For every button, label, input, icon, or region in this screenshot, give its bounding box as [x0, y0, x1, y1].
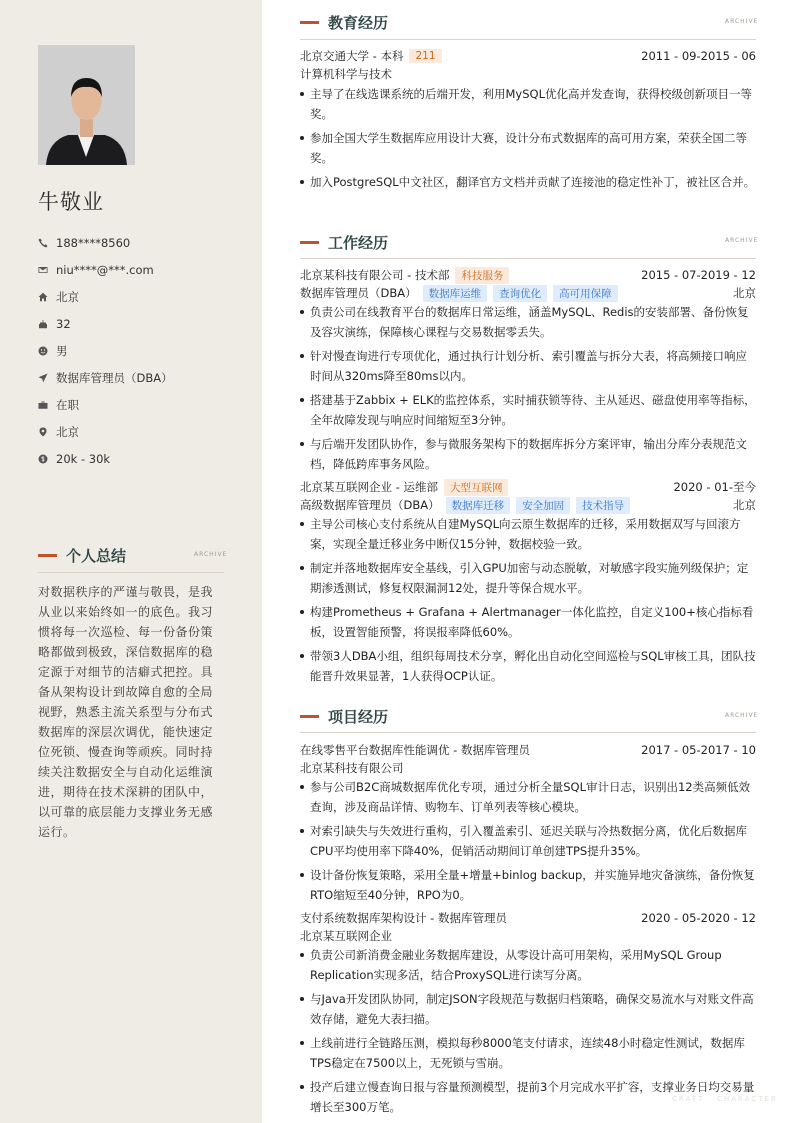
- watermark: CRAFT · CHARACTER: [672, 1095, 778, 1103]
- list-item: 制定并落地数据库安全基线，引入GPU加密与动态脱敏，对敏感字段实施列级保护；定期渗透测试，修复权限漏洞12处，提升等保合规水平。: [300, 558, 756, 598]
- project-name: 在线零售平台数据库性能调优 - 数据库管理员: [300, 743, 530, 757]
- gender-row: [38, 337, 238, 364]
- job-1-bullets: [300, 302, 756, 478]
- summary-archive-label: ARCHIVE: [194, 551, 228, 558]
- status-text: 在职: [56, 397, 79, 412]
- education-school-row: [300, 47, 756, 65]
- list-item: 上线前进行全链路压测，模拟每秒8000笔支付请求，连续48小时稳定性测试，数据库TPS稳定在7500以上，无死锁与雪崩。: [300, 1033, 756, 1073]
- phone-icon: [38, 238, 56, 248]
- education-header: [300, 12, 388, 33]
- project-2-company-row: [300, 927, 756, 945]
- list-item: 负责公司新消费金融业务数据库建设，从零设计高可用架构，采用MySQL Group Replication实现多活，结合ProxySQL进行读写分离。: [300, 945, 756, 985]
- hometown-row: [38, 283, 238, 310]
- money-icon: [38, 454, 56, 464]
- phone-row: [38, 229, 238, 256]
- job-1-header-row: [300, 266, 756, 284]
- email-row: [38, 256, 238, 283]
- summary-header: [38, 545, 126, 566]
- list-item: 针对慢查询进行专项优化，通过执行计划分析、索引覆盖与拆分大表，将高频接口响应时间从320ms降至80ms以内。: [300, 346, 756, 386]
- sidebar: [0, 0, 262, 1123]
- job-1-role-row: [300, 284, 756, 302]
- job-city: 北京: [733, 286, 756, 300]
- project-1-company-row: [300, 759, 756, 777]
- position-row: [38, 364, 238, 391]
- phone-text: 188****8560: [56, 235, 131, 250]
- send-icon: [38, 373, 56, 383]
- mail-icon: [38, 265, 56, 275]
- section-accent-bar: [300, 21, 319, 24]
- job-period: 2015 - 07-2019 - 12: [641, 268, 756, 282]
- project-period: 2017 - 05-2017 - 10: [641, 743, 756, 757]
- briefcase-icon: [38, 400, 56, 410]
- work-header: [300, 232, 388, 253]
- email-text: niu****@***.com: [56, 262, 154, 277]
- skill-tag: 数据库运维: [423, 285, 488, 302]
- job-role: 高级数据库管理员（DBA）: [300, 498, 440, 512]
- education-archive-label: ARCHIVE: [725, 18, 759, 25]
- profile-photo: [38, 45, 135, 165]
- list-item: 负责公司在线教育平台的数据库日常运维，涵盖MySQL、Redis的安装部署、备份恢复及容灾演练，保障核心课程与交易数据零丢失。: [300, 302, 756, 342]
- list-item: 投产后建立慢查询日报与容量预测模型，提前3个月完成水平扩容，支撑业务日均交易量增长至300万笔。: [300, 1077, 756, 1117]
- job-company: 北京某互联网企业 - 运维部: [300, 480, 438, 494]
- projects-divider: [300, 732, 756, 733]
- project-company: 北京某互联网企业: [300, 929, 392, 943]
- list-item: 搭建基于Zabbix + ELK的监控体系，实时捕获锁等待、主从延迟、磁盘使用率等指标，全年故障发现与响应时间缩短至3分钟。: [300, 390, 756, 430]
- work-title: 工作经历: [328, 234, 389, 252]
- cake-icon: [38, 319, 56, 329]
- summary-divider: [38, 572, 224, 573]
- education-divider: [300, 39, 756, 40]
- job-period: 2020 - 01-至今: [673, 480, 756, 494]
- skill-tag: 查询优化: [493, 285, 547, 302]
- job-company: 北京某科技有限公司 - 技术部: [300, 268, 450, 282]
- work-archive-label: ARCHIVE: [725, 237, 759, 244]
- skill-tag: 安全加固: [516, 497, 570, 514]
- location-pin-icon: [38, 427, 56, 437]
- list-item: 参加全国大学生数据库应用设计大赛，设计分布式数据库的高可用方案，荣获全国二等奖。: [300, 128, 756, 168]
- project-company: 北京某科技有限公司: [300, 761, 404, 775]
- job-2-header-row: [300, 478, 756, 496]
- job-industry-tag: 大型互联网: [444, 479, 509, 496]
- project-period: 2020 - 05-2020 - 12: [641, 911, 756, 925]
- age-text: 32: [56, 316, 71, 331]
- list-item: 参与公司B2C商城数据库优化专项，通过分析全量SQL审计日志，识别出12类高频低效查询，涉及商品详情、购物车、订单列表等核心模块。: [300, 777, 756, 817]
- education-bullets: [300, 84, 756, 196]
- person-photo-icon: [38, 45, 135, 165]
- city-text: 北京: [56, 424, 79, 439]
- hometown-text: 北京: [56, 289, 79, 304]
- skill-tag: 数据库迁移: [446, 497, 511, 514]
- skill-tag: 技术指导: [576, 497, 630, 514]
- education-major: 计算机科学与技术: [300, 67, 392, 81]
- home-icon: [38, 292, 56, 302]
- education-period: 2011 - 09-2015 - 06: [641, 49, 756, 63]
- status-row: [38, 391, 238, 418]
- job-industry-tag: 科技服务: [455, 267, 509, 284]
- summary-text: 对数据秩序的严谨与敬畏，是我从业以来始终如一的底色。我习惯将每一次巡检、每一份备份策略都做到极致，深信数据库的稳定源于对细节的洁癖式把控。具备从架构设计到故障自愈的全局视野，熟悉主流关系型与分布式数据库的深层次调优，能快速定位死锁、慢查询等顽疾。同时持续关注数据安全与自动化运维演进，期待在技术深耕的团队中，以可靠的底层能力支撑业务无感运行。: [38, 585, 214, 839]
- section-accent-bar: [300, 715, 319, 718]
- project-2-header-row: [300, 909, 756, 927]
- job-2-role-row: [300, 496, 756, 514]
- list-item: 构建Prometheus + Grafana + Alertmanager一体化监控，自定义100+核心指标看板，设置智能预警，将误报率降低60%。: [300, 602, 756, 642]
- gender-text: 男: [56, 343, 68, 358]
- projects-archive-label: ARCHIVE: [725, 712, 759, 719]
- project-name: 支付系统数据库架构设计 - 数据库管理员: [300, 911, 507, 925]
- list-item: 设计备份恢复策略，采用全量+增量+binlog backup，并实施异地灾备演练，备份恢复RTO缩短至40分钟，RPO为0。: [300, 865, 756, 905]
- school-name: 北京交通大学 - 本科: [300, 49, 404, 63]
- work-divider: [300, 258, 756, 259]
- section-accent-bar: [300, 241, 319, 244]
- list-item: 加入PostgreSQL中文社区，翻译官方文档并贡献了连接池的稳定性补丁，被社区合并。: [300, 172, 756, 192]
- list-item: 主导了在线选课系统的后端开发，利用MySQL优化高并发查询，获得校级创新项目一等奖。: [300, 84, 756, 124]
- contact-info: [38, 229, 238, 472]
- list-item: 主导公司核心支付系统从自建MySQL向云原生数据库的迁移，采用数据双写与回滚方案，实现全量迁移业务中断仅15分钟，数据校验一致。: [300, 514, 756, 554]
- candidate-name: 牛敬业: [38, 190, 104, 214]
- salary-text: 20k - 30k: [56, 451, 111, 466]
- age-row: [38, 310, 238, 337]
- skill-tag: 高可用保障: [553, 285, 618, 302]
- job-city: 北京: [733, 498, 756, 512]
- city-row: [38, 418, 238, 445]
- projects-header: [300, 706, 388, 727]
- section-accent-bar: [38, 554, 57, 557]
- school-tag: 211: [409, 49, 441, 63]
- position-text: 数据库管理员（DBA）: [56, 370, 173, 385]
- list-item: 对索引缺失与失效进行重构，引入覆盖索引、延迟关联与冷热数据分离，优化后数据库CPU平均使用率下降40%，促销活动期间订单创建TPS提升35%。: [300, 821, 756, 861]
- education-title: 教育经历: [328, 14, 389, 32]
- project-1-header-row: [300, 741, 756, 759]
- project-1-bullets: [300, 777, 756, 909]
- smile-icon: [38, 346, 56, 356]
- summary-title: 个人总结: [66, 547, 127, 565]
- job-2-bullets: [300, 514, 756, 690]
- list-item: 与后端开发团队协作，参与微服务架构下的数据库拆分方案评审，输出分库分表规范文档，降低跨库事务风险。: [300, 434, 756, 474]
- list-item: 与Java开发团队协同，制定JSON字段规范与数据归档策略，确保交易流水与对账文件高效存储，避免大表扫描。: [300, 989, 756, 1029]
- salary-row: [38, 445, 238, 472]
- education-major-row: [300, 65, 756, 83]
- list-item: 带领3人DBA小组，组织每周技术分享，孵化出自动化空间巡检与SQL审核工具，团队技能晋升效果显著，1人获得OCP认证。: [300, 646, 756, 686]
- job-role: 数据库管理员（DBA）: [300, 286, 417, 300]
- projects-title: 项目经历: [328, 708, 389, 726]
